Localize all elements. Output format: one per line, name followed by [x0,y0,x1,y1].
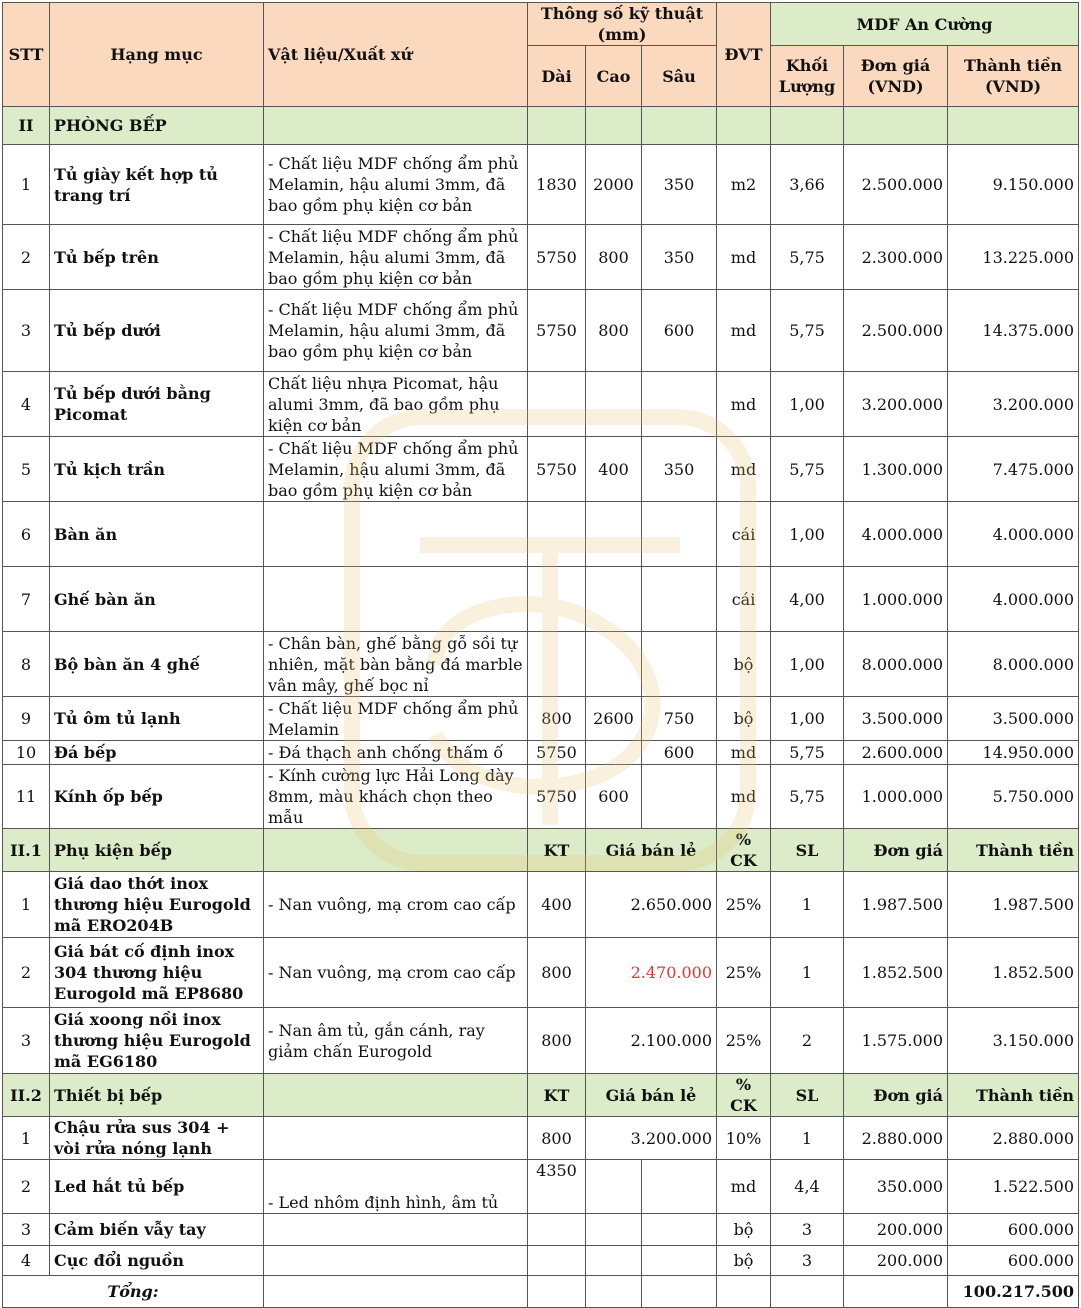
row-name: Tủ giày kết hợp tủ trang trí [50,145,264,225]
row-stt: 8 [3,632,50,697]
row-empty [642,1214,717,1246]
row-material: - Nan vuông, mạ crom cao cấp [264,938,528,1008]
row-khoi-luong: 1,00 [771,632,844,697]
row-ck: bộ [717,1246,771,1276]
row-thanh-tien: 7.475.000 [948,437,1079,502]
row-thanh-tien: 4.000.000 [948,567,1079,632]
header-dvt: ĐVT [717,3,771,107]
row-thanh-tien: 1.522.500 [948,1160,1079,1214]
col-ck: % CK [717,1074,771,1117]
row-material [264,1214,528,1246]
row-sau: 350 [642,145,717,225]
row-gia-ban-le: 2.470.000 [586,938,717,1008]
row-don-gia: 3.500.000 [844,697,948,741]
row-gia-ban-le: 2.650.000 [586,872,717,938]
row-name: Cục đổi nguồn [50,1246,264,1276]
header-sau: Sâu [642,46,717,107]
table-row [3,765,1079,829]
row-kt: 800 [528,1008,586,1074]
row-don-gia: 3.200.000 [844,372,948,437]
row-gia-ban-le [586,1246,642,1276]
header-cao: Cao [586,46,642,107]
col-thanh-tien: Thành tiền [948,1074,1079,1117]
row-name: Kính ốp bếp [50,765,264,829]
col-gia-ban-le: Giá bán lẻ [586,1074,717,1117]
row-sau [642,502,717,567]
row-stt: 1 [3,1117,50,1160]
col-kt: KT [528,1074,586,1117]
row-thanh-tien: 14.950.000 [948,741,1079,765]
row-dvt: cái [717,502,771,567]
header-dai: Dài [528,46,586,107]
row-dvt: md [717,765,771,829]
row-empty [642,1160,717,1214]
col-gia-ban-le: Giá bán lẻ [586,829,717,872]
row-material [264,1117,528,1160]
row-dai [528,632,586,697]
section-title: PHÒNG BẾP [50,107,264,145]
row-khoi-luong: 4,00 [771,567,844,632]
header-row-1 [3,3,1079,46]
header-hang-muc: Hạng mục [50,3,264,107]
row-name: Ghế bàn ăn [50,567,264,632]
row-ck: bộ [717,1214,771,1246]
row-stt: 7 [3,567,50,632]
row-dvt: md [717,437,771,502]
row-sau [642,632,717,697]
row-dvt: bộ [717,697,771,741]
row-ck: 25% [717,1008,771,1074]
items3-body [3,1117,1079,1276]
row-dvt: m2 [717,145,771,225]
row-don-gia: 2.500.000 [844,290,948,372]
row-thanh-tien: 600.000 [948,1214,1079,1246]
row-don-gia: 1.000.000 [844,765,948,829]
col-sl: SL [771,829,844,872]
table-row [3,290,1079,372]
row-stt: 1 [3,145,50,225]
table-row [3,567,1079,632]
row-material [264,1246,528,1276]
row-stt: 6 [3,502,50,567]
quotation-table [2,2,1079,1308]
row-sl: 1 [771,938,844,1008]
row-empty [642,1246,717,1276]
row-name: Tủ ôm tủ lạnh [50,697,264,741]
row-ck: 10% [717,1117,771,1160]
row-cao: 600 [586,765,642,829]
row-material: - Chất liệu MDF chống ẩm phủ Melamin [264,697,528,741]
section-row [3,107,1079,145]
section-title: Thiết bị bếp [50,1074,264,1117]
row-thanh-tien: 1.852.500 [948,938,1079,1008]
row-thanh-tien: 2.880.000 [948,1117,1079,1160]
table-row [3,741,1079,765]
row-material: - Đá thạch anh chống thấm ố [264,741,528,765]
row-kt: 400 [528,872,586,938]
row-thanh-tien: 4.000.000 [948,502,1079,567]
row-sl: 1 [771,872,844,938]
row-thanh-tien: 13.225.000 [948,225,1079,290]
row-kt: 800 [528,938,586,1008]
row-khoi-luong: 1,00 [771,502,844,567]
table-row [3,632,1079,697]
row-dai: 800 [528,697,586,741]
header-thanh-tien: Thành tiền (VND) [948,46,1079,107]
row-gia-ban-le: 3.200.000 [586,1117,717,1160]
table-row [3,372,1079,437]
row-cao [586,502,642,567]
row-cao: 400 [586,437,642,502]
row-thanh-tien: 1.987.500 [948,872,1079,938]
row-stt: 5 [3,437,50,502]
table-row [3,502,1079,567]
row-sau: 350 [642,225,717,290]
row-thanh-tien: 3.500.000 [948,697,1079,741]
row-khoi-luong: 5,75 [771,437,844,502]
row-name: Giá bát cố định inox 304 thương hiệu Eurogold mã EP8680 [50,938,264,1008]
row-khoi-luong: 3,66 [771,145,844,225]
row-khoi-luong: 1,00 [771,697,844,741]
row-khoi-luong: 5,75 [771,765,844,829]
row-don-gia: 2.500.000 [844,145,948,225]
row-gia-ban-le: 2.100.000 [586,1008,717,1074]
row-dvt: md [717,225,771,290]
row-sl: 4,4 [771,1160,844,1214]
row-dai: 5750 [528,765,586,829]
row-stt: 2 [3,225,50,290]
row-sl: 2 [771,1008,844,1074]
row-dai: 5750 [528,290,586,372]
row-don-gia: 4.000.000 [844,502,948,567]
table-row [3,437,1079,502]
row-stt: 4 [3,372,50,437]
total-row [3,1276,1079,1308]
row-sl: 3 [771,1214,844,1246]
row-material: - Led nhôm định hình, âm tủ [264,1160,528,1214]
row-sl: 1 [771,1117,844,1160]
col-thanh-tien: Thành tiền [948,829,1079,872]
row-sau [642,765,717,829]
row-material: - Chất liệu MDF chống ẩm phủ Melamin, hậu alumi 3mm, đã bao gồm phụ kiện cơ bản [264,145,528,225]
row-name: Tủ bếp dưới bằng Picomat [50,372,264,437]
row-sau: 600 [642,741,717,765]
table-row [3,225,1079,290]
row-thanh-tien: 14.375.000 [948,290,1079,372]
row-khoi-luong: 5,75 [771,741,844,765]
row-kt [528,1214,586,1246]
row-kt: 800 [528,1117,586,1160]
row-name: Giá dao thớt inox thương hiệu Eurogold mã ERO204B [50,872,264,938]
row-material [264,502,528,567]
row-ck: 25% [717,872,771,938]
row-sau: 600 [642,290,717,372]
row-don-gia: 1.300.000 [844,437,948,502]
row-material: - Nan vuông, mạ crom cao cấp [264,872,528,938]
row-don-gia: 200.000 [844,1214,948,1246]
row-sau [642,567,717,632]
col-kt: KT [528,829,586,872]
row-material: - Chân bàn, ghế bằng gỗ sồi tự nhiên, mặt bàn bằng đá marble vân mây, ghế bọc nỉ [264,632,528,697]
row-thanh-tien: 5.750.000 [948,765,1079,829]
section-row [3,1074,1079,1117]
row-kt [528,1246,586,1276]
row-don-gia: 2.880.000 [844,1117,948,1160]
header-khoi-luong: Khối Lượng [771,46,844,107]
row-stt: 2 [3,938,50,1008]
row-dvt: cái [717,567,771,632]
table-row [3,1117,1079,1160]
section-row [3,829,1079,872]
row-dai: 5750 [528,741,586,765]
row-stt: 9 [3,697,50,741]
row-dai [528,502,586,567]
row-stt: 3 [3,1214,50,1246]
row-stt: 4 [3,1246,50,1276]
row-name: Cảm biến vẫy tay [50,1214,264,1246]
table-row [3,1246,1079,1276]
section-code: II.2 [3,1074,50,1117]
row-material [264,567,528,632]
total-label: Tổng: [3,1276,264,1308]
items2-body [3,872,1079,1074]
row-material: - Chất liệu MDF chống ẩm phủ Melamin, hậu alumi 3mm, đã bao gồm phụ kiện cơ bản [264,437,528,502]
row-stt: 1 [3,872,50,938]
row-ck: md [717,1160,771,1214]
row-khoi-luong: 1,00 [771,372,844,437]
row-name: Led hắt tủ bếp [50,1160,264,1214]
row-don-gia: 8.000.000 [844,632,948,697]
row-don-gia: 200.000 [844,1246,948,1276]
row-khoi-luong: 5,75 [771,290,844,372]
row-material: - Kính cường lực Hải Long dày 8mm, màu khách chọn theo mẫu [264,765,528,829]
row-sau: 750 [642,697,717,741]
row-stt: 10 [3,741,50,765]
row-don-gia: 2.600.000 [844,741,948,765]
row-material: Chất liệu nhựa Picomat, hậu alumi 3mm, đã bao gồm phụ kiện cơ bản [264,372,528,437]
row-don-gia: 1.575.000 [844,1008,948,1074]
row-cao [586,567,642,632]
total-value: 100.217.500 [948,1276,1079,1308]
row-sau [642,372,717,437]
table-row [3,872,1079,938]
quotation-table-wrapper [2,2,1079,1308]
row-dvt: md [717,372,771,437]
row-material: - Chất liệu MDF chống ẩm phủ Melamin, hậu alumi 3mm, đã bao gồm phụ kiện cơ bản [264,225,528,290]
row-thanh-tien: 9.150.000 [948,145,1079,225]
row-cao [586,372,642,437]
table-row [3,145,1079,225]
row-stt: 11 [3,765,50,829]
row-thanh-tien: 3.150.000 [948,1008,1079,1074]
row-material: - Nan âm tủ, gắn cánh, ray giảm chấn Eurogold [264,1008,528,1074]
row-cao: 2000 [586,145,642,225]
row-name: Tủ bếp trên [50,225,264,290]
row-name: Đá bếp [50,741,264,765]
row-ck: 25% [717,938,771,1008]
row-dai [528,372,586,437]
row-dvt: md [717,290,771,372]
items1-body [3,145,1079,829]
row-thanh-tien: 600.000 [948,1246,1079,1276]
header-vat-lieu: Vật liệu/Xuất xứ [264,3,528,107]
row-dai: 5750 [528,225,586,290]
row-kt: 4350 [528,1160,586,1214]
row-dvt: bộ [717,632,771,697]
row-cao: 2600 [586,697,642,741]
row-dai: 1830 [528,145,586,225]
row-don-gia: 1.852.500 [844,938,948,1008]
row-name: Tủ kịch trần [50,437,264,502]
col-don-gia: Đơn giá [844,1074,948,1117]
row-sau: 350 [642,437,717,502]
row-dvt: md [717,741,771,765]
row-cao: 800 [586,225,642,290]
header-mdf: MDF An Cường [771,3,1079,46]
row-name: Tủ bếp dưới [50,290,264,372]
table-row [3,697,1079,741]
row-don-gia: 2.300.000 [844,225,948,290]
section-title: Phụ kiện bếp [50,829,264,872]
header-stt: STT [3,3,50,107]
row-gia-ban-le [586,1214,642,1246]
row-don-gia: 1.987.500 [844,872,948,938]
header-thong-so: Thông số kỹ thuật (mm) [528,3,717,46]
row-name: Bộ bàn ăn 4 ghế [50,632,264,697]
row-sl: 3 [771,1246,844,1276]
row-stt: 3 [3,1008,50,1074]
table-row [3,1160,1079,1214]
row-stt: 3 [3,290,50,372]
table-row [3,1008,1079,1074]
row-cao [586,632,642,697]
row-material: - Chất liệu MDF chống ẩm phủ Melamin, hậu alumi 3mm, đã bao gồm phụ kiện cơ bản [264,290,528,372]
row-stt: 2 [3,1160,50,1214]
row-name: Giá xoong nồi inox thương hiệu Eurogold mã EG6180 [50,1008,264,1074]
row-thanh-tien: 8.000.000 [948,632,1079,697]
row-name: Bàn ăn [50,502,264,567]
row-cao [586,741,642,765]
row-dai [528,567,586,632]
section-code: II [3,107,50,145]
header-don-gia: Đơn giá (VND) [844,46,948,107]
row-don-gia: 1.000.000 [844,567,948,632]
table-row [3,938,1079,1008]
section-code: II.1 [3,829,50,872]
row-cao: 800 [586,290,642,372]
table-row [3,1214,1079,1246]
row-khoi-luong: 5,75 [771,225,844,290]
row-thanh-tien: 3.200.000 [948,372,1079,437]
col-don-gia: Đơn giá [844,829,948,872]
col-ck: % CK [717,829,771,872]
row-name: Chậu rửa sus 304 + vòi rửa nóng lạnh [50,1117,264,1160]
row-dai: 5750 [528,437,586,502]
row-gia-ban-le [586,1160,642,1214]
row-don-gia: 350.000 [844,1160,948,1214]
col-sl: SL [771,1074,844,1117]
